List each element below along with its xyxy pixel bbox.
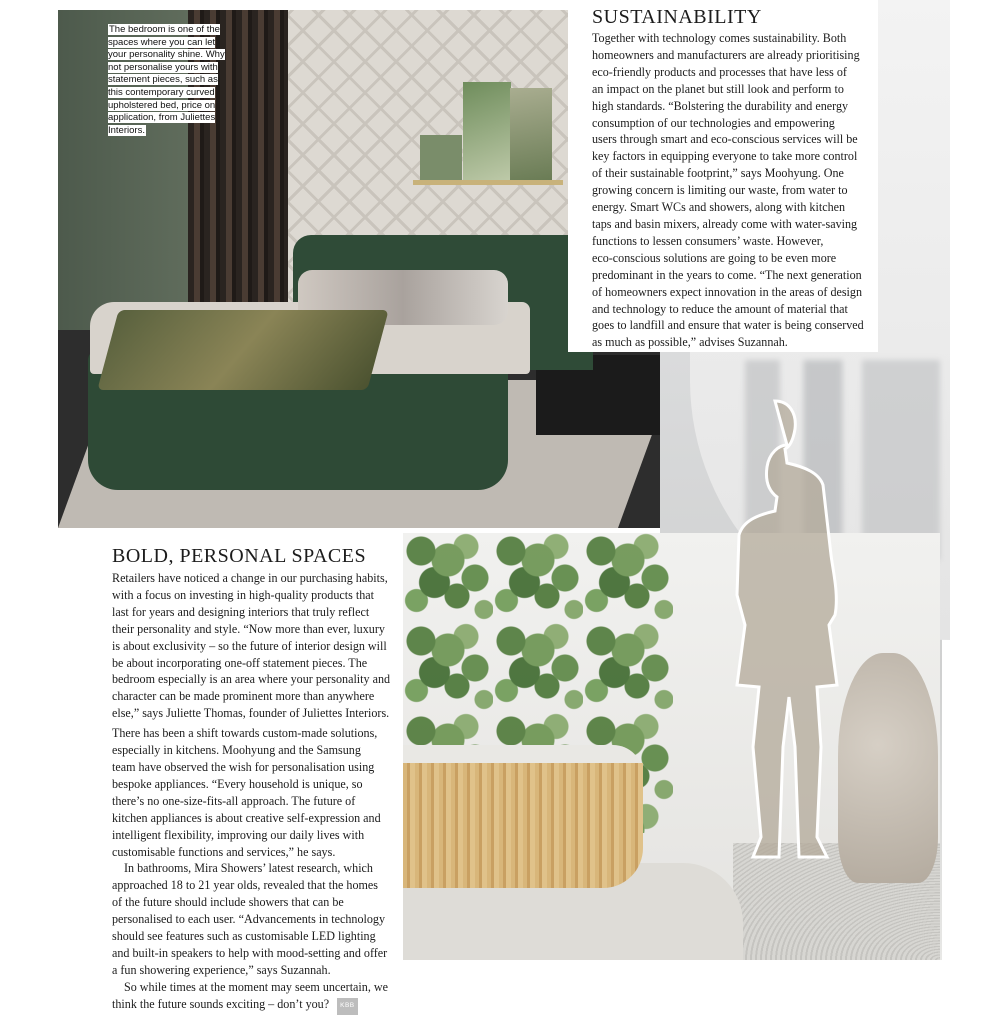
text-line: functions to lessen consumers’ waste. However, — [592, 233, 824, 248]
text-line: character can be made prominent more than anywhere — [112, 689, 375, 704]
text-line: and built-in speakers to help with mood-setting and offer — [112, 945, 388, 960]
text-line: there’s no one-size-fits-all approach. The future of — [112, 793, 356, 808]
text-line: goes to landfill and ensure that water is being conserved — [592, 318, 864, 333]
text-line: bedroom especially is an area where your personality and — [112, 672, 391, 687]
text-line: homeowners and manufacturers are already prioritising — [592, 47, 860, 62]
artwork — [510, 88, 552, 180]
text-line: users through smart and eco-conscious services will be — [592, 132, 858, 147]
text-line: else,” says Juliette Thomas, founder of Juliettes Interiors. — [112, 706, 390, 721]
text-line: team have observed the wish for personalisation using — [112, 759, 375, 774]
text-line: eco-conscious solutions are going to be even more — [592, 250, 837, 265]
section-body — [112, 570, 402, 1015]
text-line: eco-friendly products and processes that have less of — [592, 64, 847, 79]
text-line: is about exclusivity – so the future of interior design will — [112, 638, 387, 653]
text-line: key factors in equipping everyone to take more control — [592, 149, 858, 164]
text-line: be about incorporating one-off statement pieces. The — [112, 655, 368, 670]
text-line: So while times at the moment may seem uncertain, we — [124, 979, 388, 994]
artwork — [420, 135, 462, 180]
text-line: of their sustainable footprint,” says Moohyung. One — [592, 166, 844, 181]
text-line: intelligent flexibility, improving our daily lives with — [112, 827, 365, 842]
photo-caption — [108, 24, 232, 137]
end-mark: KBB — [337, 998, 358, 1015]
text-line: approached 18 to 21 year olds, revealed that the homes — [112, 878, 378, 893]
bed-throw — [97, 310, 388, 390]
section-heading: SUSTAINABILITY — [592, 6, 762, 28]
text-line: personalised to each user. “Advancements in technology — [112, 912, 386, 927]
text-line: their personality and style. “Now more than ever, luxury — [112, 621, 385, 636]
text-line: taps and basin mixers, already come with water-saving — [592, 216, 858, 231]
caption-text: The bedroom is one of the spaces where you can let your personality shine. Why not personalise yours with statement pieces, such as this contemporary curved upholstered bed, price on application, from Juliettes Interiors. — [108, 24, 225, 136]
text-line: think the future sounds exciting – don’t you? KBB — [112, 996, 402, 1015]
text-line: an impact on the planet but still look and perform to — [592, 81, 844, 96]
section-body — [592, 30, 864, 351]
text-line: especially in kitchens. Moohyung and the Samsung — [112, 743, 361, 758]
text-line: Together with technology comes sustainability. Both — [592, 31, 847, 45]
person-figure-illustration — [705, 393, 855, 883]
text-line: kitchen appliances is about creative self-expression and — [112, 810, 381, 825]
text-line: bespoke appliances. “Every household is unique, so — [112, 776, 363, 791]
text-line: growing concern is limiting our waste, from water to — [592, 183, 848, 198]
text-line: a fun showering experience,” says Suzannah. — [112, 962, 331, 977]
bathroom-render — [403, 533, 940, 960]
text-line: of homeowners expect innovation in the areas of design — [592, 284, 863, 299]
text-line: of the future should include showers that can be — [112, 895, 344, 910]
picture-shelf — [413, 180, 563, 185]
text-line: consumption of our technologies and empowering — [592, 115, 835, 130]
artwork — [463, 82, 511, 180]
text-line: as much as possible,” advises Suzannah. — [592, 335, 788, 350]
text-line: Retailers have noticed a change in our purchasing habits, — [112, 571, 388, 585]
text-line: customisable functions and services,” he says. — [112, 844, 336, 859]
section-heading: BOLD, PERSONAL SPACES — [112, 545, 367, 567]
text-line: should see features such as customisable LED lighting — [112, 929, 376, 944]
bold-personal-spaces-section — [112, 545, 402, 1015]
text-line: high standards. “Bolstering the durability and energy — [592, 98, 849, 113]
text-line: and technology to reduce the amount of material that — [592, 301, 848, 316]
sustainability-section — [568, 0, 878, 352]
text-line: last for years and designing interiors that truly reflect — [112, 604, 370, 619]
text-line: predominant in the years to come. “The next generation — [592, 267, 862, 282]
wooden-bath — [403, 763, 643, 888]
text-line: with a focus on investing in high-quality products that — [112, 587, 374, 602]
text-line: There has been a shift towards custom-made solutions, — [112, 726, 378, 741]
text-line: energy. Smart WCs and showers, along with kitchen — [592, 200, 846, 215]
text-line: In bathrooms, Mira Showers’ latest research, which — [124, 861, 373, 876]
